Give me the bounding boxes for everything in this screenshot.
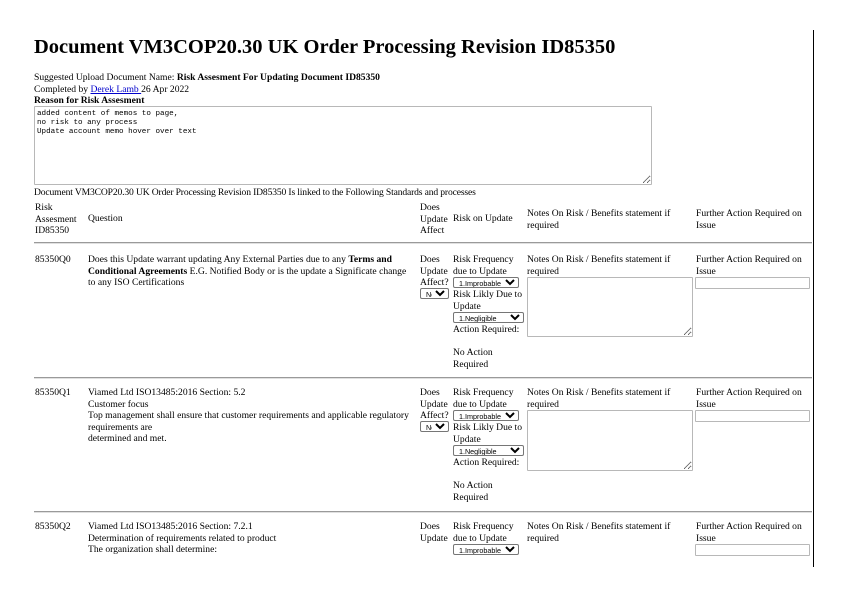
row-question <box>88 521 416 556</box>
affect-label: Does Update Affect? <box>420 254 449 289</box>
question-line: Viamed Ltd ISO13485:2016 Section: 5.2 <box>88 387 246 398</box>
notes-label: Notes On Risk / Benefits statement if required <box>527 521 671 544</box>
header-divider <box>34 242 812 244</box>
risk-frequency-select[interactable] <box>453 277 519 288</box>
question-text: Does this Update warrant updating Any External Parties due to any <box>88 254 349 265</box>
column-header-question: Question <box>88 213 123 224</box>
reason-textarea[interactable] <box>34 106 652 185</box>
question-text-cont: E.G. Notified Body or is the update a Significate change to any ISO Certifications <box>88 265 407 289</box>
notes-textarea[interactable] <box>527 277 693 337</box>
row-id: 85350Q1 <box>35 387 71 398</box>
risk-likely-label: Risk Likly Due to Update <box>453 289 523 312</box>
completed-label: Completed by <box>34 83 91 95</box>
page-right-border <box>813 30 814 567</box>
risk-frequency-label: Risk Frequency due to Update <box>453 521 514 544</box>
risk-likely-label: Risk Likly Due to Update <box>453 422 523 445</box>
risk-likelihood-select[interactable] <box>453 445 524 456</box>
row-question <box>88 387 416 445</box>
row-question <box>88 254 416 289</box>
notes-textarea[interactable] <box>527 410 693 471</box>
action-required-value: No Action Required <box>453 480 493 503</box>
affect-select[interactable] <box>420 421 449 432</box>
row-divider <box>34 377 812 379</box>
column-header-action: Further Action Required on Issue <box>696 208 802 231</box>
upload-name-label: Suggested Upload Document Name: <box>34 72 177 83</box>
further-action-label: Further Action Required on Issue <box>696 387 802 410</box>
further-action-input[interactable] <box>695 544 810 556</box>
question-bold-text: Terms and Conditional Agreements <box>88 254 392 277</box>
completed-date: 26 Apr 2022 <box>141 83 190 95</box>
question-line: Top management shall ensure that customer requirements and applicable regulatory requirements are <box>88 410 409 433</box>
risk-frequency-label: Risk Frequency due to Update <box>453 387 514 410</box>
notes-label: Notes On Risk / Benefits statement if required <box>527 254 671 277</box>
row-id: 85350Q0 <box>35 254 71 265</box>
completed-line <box>34 84 380 96</box>
upload-name-value: Risk Assesment For Updating Document ID85350 <box>176 72 380 83</box>
action-required-value: No Action Required <box>453 347 493 370</box>
row-divider <box>34 511 812 513</box>
column-header-id: Risk Assesment ID85350 <box>35 202 77 237</box>
reason-heading-text: Reason for Risk Assesment <box>34 95 145 106</box>
risk-frequency-select[interactable] <box>453 410 519 421</box>
question-line: determined and met. <box>88 433 167 445</box>
further-action-input[interactable] <box>695 277 810 289</box>
column-header-affect: Does Update Affect <box>420 202 448 237</box>
reason-heading <box>34 95 380 107</box>
affect-select[interactable] <box>420 288 449 299</box>
notes-label: Notes On Risk / Benefits statement if required <box>527 387 671 410</box>
upload-name-line <box>34 72 380 84</box>
column-header-risk: Risk on Update <box>453 213 513 224</box>
affect-label: Does Update <box>420 521 448 544</box>
action-required-label: Action Required: <box>453 324 520 335</box>
question-line: Viamed Ltd ISO13485:2016 Section: 7.2.1 <box>88 521 253 532</box>
document-meta <box>34 72 380 107</box>
question-line: The organization shall determine: <box>88 544 218 556</box>
risk-frequency-select[interactable] <box>453 544 519 555</box>
linked-standards-text: Document VM3COP20.30 UK Order Processing Revision ID85350 Is linked to the Following Standards and processes <box>34 187 476 198</box>
risk-likelihood-select[interactable] <box>453 312 524 323</box>
action-required-label: Action Required: <box>453 457 520 468</box>
affect-label: Does Update Affect? <box>420 387 449 422</box>
row-id: 85350Q2 <box>35 521 71 532</box>
further-action-label: Further Action Required on Issue <box>696 254 802 277</box>
risk-frequency-label: Risk Frequency due to Update <box>453 254 514 277</box>
question-line: Customer focus <box>88 398 149 410</box>
further-action-label: Further Action Required on Issue <box>696 521 802 544</box>
column-header-notes: Notes On Risk / Benefits statement if required <box>527 208 671 231</box>
page-title: Document VM3COP20.30 UK Order Processing Revision ID85350 <box>34 36 616 58</box>
further-action-input[interactable] <box>695 410 810 422</box>
question-line: Determination of requirements related to product <box>88 532 277 544</box>
author-link[interactable]: Derek Lamb <box>90 83 142 95</box>
